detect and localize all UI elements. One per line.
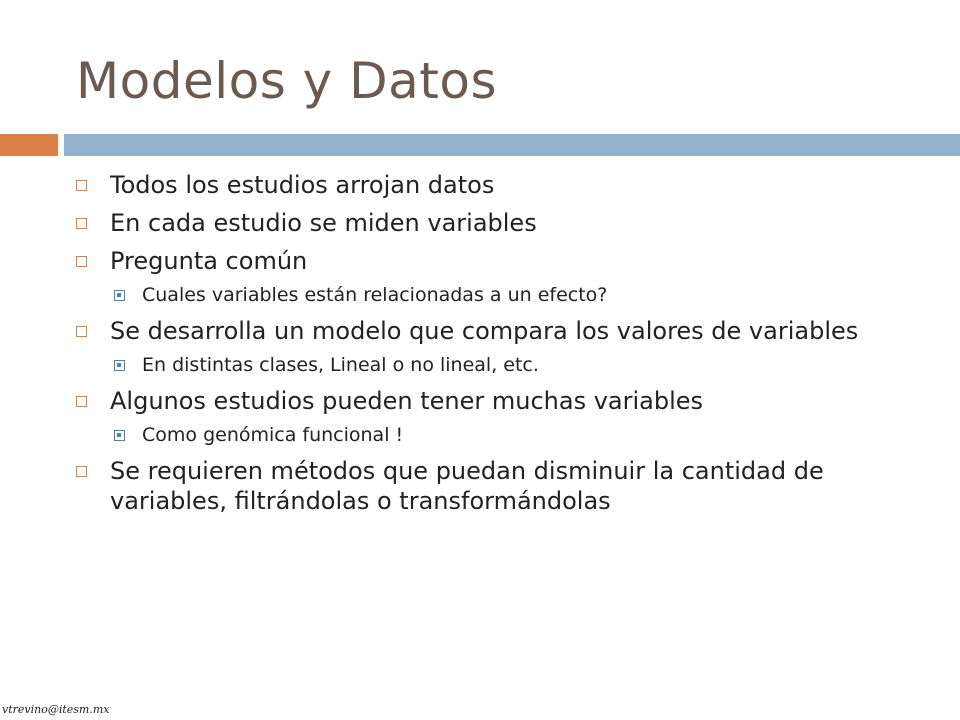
bullet-item: [76, 170, 936, 200]
slide-title: Modelos y Datos: [76, 52, 498, 110]
bullet-item: [76, 246, 936, 276]
bullet-list: [76, 170, 936, 516]
title-accent-bar-orange: [0, 134, 58, 156]
sub-bullet-item: [76, 352, 936, 378]
filled-square-bullet-icon: [114, 360, 125, 371]
title-accent-bar-blue: [64, 134, 960, 156]
sub-bullet-text: Cuales variables están relacionadas a un efecto?: [142, 284, 608, 306]
bullet-text: En cada estudio se miden variables: [110, 209, 537, 237]
bullet-text: Se requieren métodos que puedan disminuir la cantidad de variables, filtrándolas o transformándolas: [110, 457, 824, 515]
footer-email: vtrevino@itesm.mx: [2, 703, 110, 716]
sub-bullet-text: Como genómica funcional !: [142, 424, 404, 446]
square-bullet-icon: [76, 326, 87, 337]
bullet-item: [76, 386, 936, 416]
bullet-item: [76, 208, 936, 238]
filled-square-bullet-icon: [114, 430, 125, 441]
square-bullet-icon: [76, 396, 87, 407]
sub-bullet-item: [76, 282, 936, 308]
bullet-item: [76, 316, 936, 346]
sub-bullet-item: [76, 422, 936, 448]
filled-square-bullet-icon: [114, 290, 125, 301]
square-bullet-icon: [76, 180, 87, 191]
square-bullet-icon: [76, 466, 87, 477]
square-bullet-icon: [76, 256, 87, 267]
bullet-item: [76, 456, 936, 516]
bullet-text: Se desarrolla un modelo que compara los valores de variables: [110, 317, 859, 345]
sub-bullet-text: En distintas clases, Lineal o no lineal, etc.: [142, 354, 539, 376]
bullet-text: Pregunta común: [110, 247, 308, 275]
bullet-text: Todos los estudios arrojan datos: [110, 171, 495, 199]
bullet-text: Algunos estudios pueden tener muchas variables: [110, 387, 704, 415]
square-bullet-icon: [76, 218, 87, 229]
